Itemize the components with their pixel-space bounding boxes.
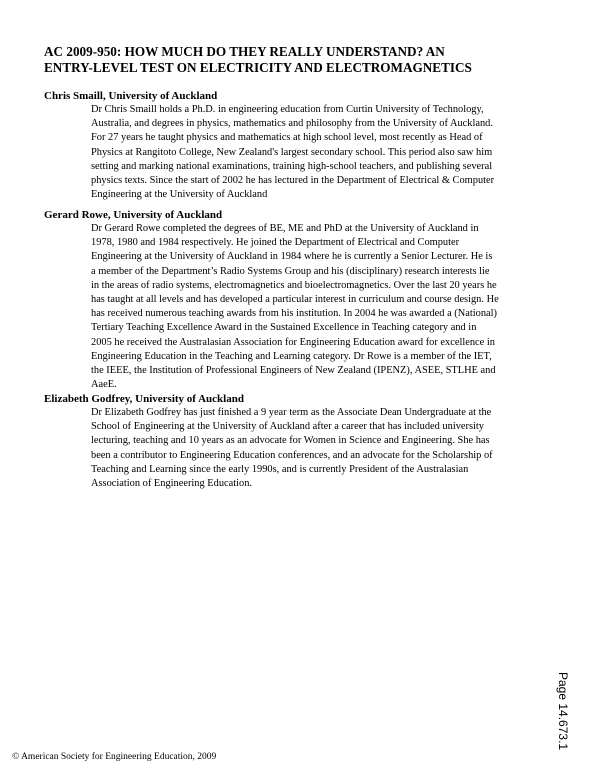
author-bio (91, 222, 591, 392)
bio-line: School of Engineering at the University of Auckland after a career that has included university (91, 421, 484, 433)
bio-line: Association of Engineering Education. (91, 478, 253, 490)
bio-line: Engineering at the University of Auckland (91, 189, 268, 201)
bio-line: Teaching and Learning since the early 1990s, and is currently President of the Australasian (91, 463, 469, 475)
bio-line: setting and marking national examinations, training high-school teachers, and publishing several (91, 160, 493, 172)
bio-line: Tertiary Teaching Excellence Award in the Sustained Excellence in Teaching category and in (91, 322, 477, 334)
bio-line: has taught at all levels and has developed a particular interest in curriculum and course design. He (91, 294, 499, 306)
bio-line: has received numerous teaching awards from his institution. In 2004 he was awarded a (National) (91, 308, 497, 320)
bio-line: the IEEE, the Institution of Professional Engineers of New Zealand (IPENZ), ASEE, STLHE and (91, 365, 496, 377)
bio-line: been a contributor to Engineering Education conferences, and an advocate for the Scholarship of (91, 449, 493, 461)
title-line-2: ENTRY-LEVEL TEST ON ELECTRICITY AND ELECTROMAGNETICS (44, 60, 472, 75)
bio-line: AaeE. (91, 379, 117, 391)
bio-line: Dr Elizabeth Godfrey has just finished a 9 year term as the Associate Dean Undergraduate at the (91, 407, 492, 418)
bio-line: Dr Chris Smaill holds a Ph.D. in engineering education from Curtin University of Technology, (91, 104, 484, 115)
author-name: Gerard Rowe, University of Auckland (44, 209, 223, 221)
author-name: Chris Smaill, University of Auckland (44, 90, 218, 102)
paper-title (44, 44, 564, 76)
bio-line: in the areas of radio systems, electromagnetics and bioelectromagnetics. Over the last 20 years he (91, 279, 497, 291)
bio-line: Dr Gerard Rowe completed the degrees of BE, ME and PhD at the University of Auckland in (91, 223, 479, 234)
bio-line: Australia, and degrees in physics, mathematics and philosophy from the University of Auckland. (91, 118, 493, 130)
bio-line: physics texts. Since the start of 2002 he has lectured in the Department of Electrical & Computer (91, 175, 495, 187)
bio-line: lecturing, teaching and 10 years as an advocate for Women in Science and Engineering. She has (91, 435, 490, 447)
bio-line: 1978, 1980 and 1984 respectively. He joined the Department of Electrical and Computer (91, 237, 460, 249)
bio-line: Engineering Education in the Teaching and Learning category. Dr Rowe is a member of the IET, (91, 350, 492, 362)
bio-line: 2005 he received the Australasian Association for Engineering Education award for excellence in (91, 336, 495, 348)
author-block-godfrey (44, 392, 564, 491)
title-line-1: AC 2009-950: HOW MUCH DO THEY REALLY UNDERSTAND? AN (44, 44, 445, 59)
author-block-smaill (44, 89, 564, 202)
bio-line: Physics at Rangitoto College, New Zealand's largest secondary school. This period also saw him (91, 146, 493, 158)
author-name: Elizabeth Godfrey, University of Auckland (44, 393, 244, 405)
author-bio (91, 103, 591, 202)
copyright-footer: © American Society for Engineering Education, 2009 (12, 752, 217, 762)
author-bio (91, 406, 591, 491)
author-block-rowe (44, 208, 564, 392)
bio-line: Engineering at the University of Auckland in 1984 where he is currently a Senior Lecturer. He is (91, 251, 493, 263)
page-number: Page 14.673.1 (556, 672, 570, 751)
bio-line: a member of the Department’s Radio Systems Group and his (disciplinary) research interests lie (91, 265, 490, 277)
bio-line: For 27 years he taught physics and mathematics at high school level, most recently as Head of (91, 132, 483, 144)
